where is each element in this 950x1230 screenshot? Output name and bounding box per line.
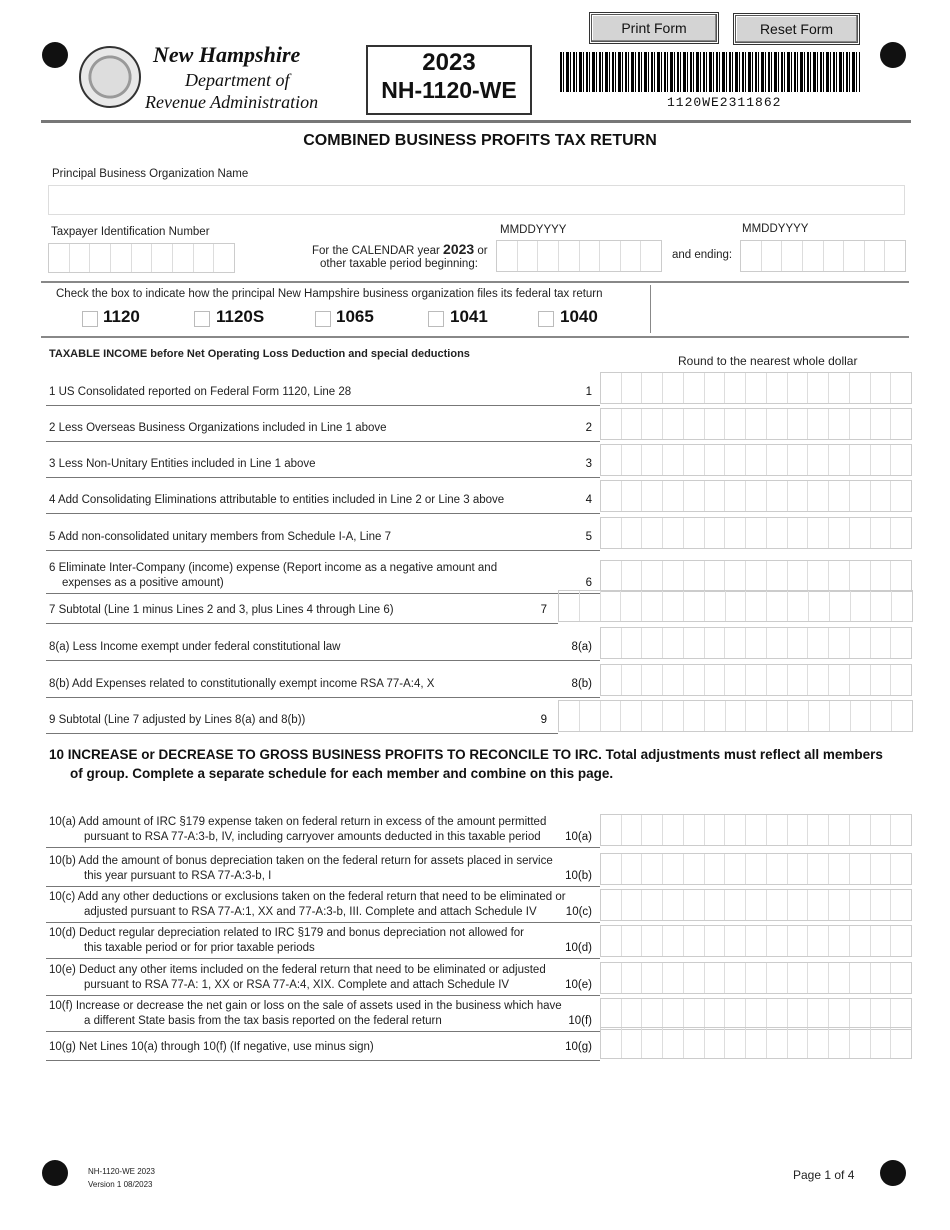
amount-input[interactable]: [600, 444, 912, 476]
footer-version: Version 1 08/2023: [88, 1180, 153, 1189]
line-rule: [46, 733, 558, 734]
line-number: 9: [540, 714, 547, 726]
form-title: COMBINED BUSINESS PROFITS TAX RETURN: [303, 132, 657, 149]
line-number: 3: [585, 458, 592, 470]
line-description: 4 Add Consolidating Eliminations attributable to entities included in Line 2 or Line 3 above: [49, 494, 505, 506]
line-description: 8(a) Less Income exempt under federal constitutional law: [49, 641, 341, 653]
barcode-text: 1120WE2311862: [667, 95, 782, 110]
line-number: 10(a): [565, 831, 592, 843]
amount-input[interactable]: [600, 1027, 912, 1059]
checkbox-1065[interactable]: [315, 311, 331, 327]
line-rule: [46, 958, 600, 959]
amount-input[interactable]: [600, 853, 912, 885]
registration-mark: [42, 42, 68, 68]
line-rule: [46, 660, 600, 661]
begin-date-input[interactable]: [496, 240, 662, 272]
filing-box-divider: [650, 285, 651, 333]
barcode: [560, 52, 860, 92]
line-rule: [46, 405, 600, 406]
line-rule: [46, 1031, 600, 1032]
line-number: 7: [540, 604, 547, 616]
begin-date-format: MMDDYYYY: [500, 224, 567, 236]
registration-mark: [880, 1160, 906, 1186]
line-description: 10(d) Deduct regular depreciation related to IRC §179 and bonus depreciation not allowed for: [49, 927, 524, 939]
line-number: 10(e): [565, 979, 592, 991]
line-rule: [46, 922, 600, 923]
line-description: 3 Less Non-Unitary Entities included in Line 1 above: [49, 458, 316, 470]
checkbox-1120s[interactable]: [194, 311, 210, 327]
page-number: Page 1 of 4: [793, 1168, 855, 1182]
checkbox-1040[interactable]: [538, 311, 554, 327]
line-rule: [46, 697, 600, 698]
period-beginning-label: other taxable period beginning:: [320, 258, 478, 270]
amount-input[interactable]: [600, 517, 912, 549]
line-rule: [46, 593, 600, 594]
principal-name-input[interactable]: [48, 185, 905, 215]
line-rule: [46, 995, 600, 996]
line-description-cont: pursuant to RSA 77-A: 1, XX or RSA 77-A:4, XIX. Complete and attach Schedule IV: [84, 979, 510, 991]
registration-mark: [880, 42, 906, 68]
amount-input[interactable]: [600, 480, 912, 512]
label-1040: 1040: [560, 307, 598, 326]
calendar-text: For the CALENDAR year: [312, 245, 440, 257]
line-number: 6: [585, 577, 592, 589]
line-rule: [46, 550, 600, 551]
line-number: 4: [585, 494, 592, 506]
tin-label: Taxpayer Identification Number: [51, 226, 210, 238]
registration-mark: [42, 1160, 68, 1186]
line-description-cont: expenses as a positive amount): [62, 577, 224, 589]
line-rule: [46, 477, 600, 478]
amount-input[interactable]: [600, 998, 912, 1030]
line-number: 2: [585, 422, 592, 434]
org-division: Revenue Administration: [145, 92, 319, 112]
line-description: 10(g) Net Lines 10(a) through 10(f) (If negative, use minus sign): [49, 1041, 374, 1053]
calendar-or: or: [477, 245, 488, 257]
line-rule: [46, 886, 600, 887]
section10-heading-line1: 10 INCREASE or DECREASE TO GROSS BUSINESS PROFITS TO RECONCILE TO IRC. Total adjustments must reflect all members: [49, 747, 883, 762]
line-description: 10(b) Add the amount of bonus depreciation taken on the federal return for assets placed in service: [49, 855, 553, 867]
line-rule: [46, 1060, 600, 1061]
line-description: 10(e) Deduct any other items included on the federal return that need to be eliminated or adjusted: [49, 964, 546, 976]
print-button-frame: [589, 12, 719, 44]
reset-form-button[interactable]: Reset Form: [735, 15, 858, 43]
line-description: 7 Subtotal (Line 1 minus Lines 2 and 3, plus Lines 4 through Line 6): [49, 604, 394, 616]
label-1120s: 1120S: [216, 307, 265, 326]
line-number: 10(b): [565, 870, 592, 882]
filing-instruction: Check the box to indicate how the principal New Hampshire business organization files its federal tax return: [56, 288, 603, 300]
form-year: 2023: [422, 49, 476, 76]
label-1041: 1041: [450, 307, 488, 326]
form-id-box: [366, 45, 532, 115]
header-rule: [41, 120, 911, 123]
line-description-cont: adjusted pursuant to RSA 77-A:1, XX and 77-A:3-b, III. Complete and attach Schedule IV: [84, 906, 537, 918]
line-description-cont: a different State basis from the tax basis reported on the federal return: [84, 1015, 442, 1027]
amount-input[interactable]: [600, 962, 912, 994]
section10-heading: [49, 745, 929, 783]
amount-input[interactable]: [600, 372, 912, 404]
calendar-year-text: [312, 241, 488, 257]
line-number: 8(b): [571, 678, 592, 690]
line-description: 9 Subtotal (Line 7 adjusted by Lines 8(a) and 8(b)): [49, 714, 306, 726]
line-description: 10(f) Increase or decrease the net gain or loss on the sale of assets used in the business which have: [49, 1000, 562, 1012]
amount-input[interactable]: [600, 925, 912, 957]
line-number: 8(a): [571, 641, 592, 653]
principal-name-label: Principal Business Organization Name: [52, 168, 249, 180]
print-form-button[interactable]: Print Form: [591, 14, 717, 42]
org-name: New Hampshire: [153, 42, 301, 67]
checkbox-1120[interactable]: [82, 311, 98, 327]
line-description: 10(c) Add any other deductions or exclusions taken on the federal return that need to be eliminated or: [49, 891, 566, 903]
form-code: NH-1120-WE: [381, 77, 517, 103]
section10-heading-line2: of group. Complete a separate schedule for each member and combine on this page.: [70, 766, 614, 781]
end-date-input[interactable]: [740, 240, 906, 272]
tin-input[interactable]: [48, 243, 235, 273]
line-rule: [46, 441, 600, 442]
amount-input[interactable]: [600, 889, 912, 921]
line-number: 5: [585, 531, 592, 543]
line-rule: [46, 847, 600, 848]
divider: [41, 336, 909, 338]
ending-label: and ending:: [672, 249, 733, 261]
calendar-year: 2023: [443, 241, 475, 257]
amount-input[interactable]: [600, 814, 912, 846]
line-rule: [46, 513, 600, 514]
line-description: 5 Add non-consolidated unitary members from Schedule I-A, Line 7: [49, 531, 391, 543]
amount-input[interactable]: [600, 664, 912, 696]
line-description: 6 Eliminate Inter-Company (income) expense (Report income as a negative amount and: [49, 562, 498, 574]
footer-form-id: NH-1120-WE 2023: [88, 1167, 155, 1176]
org-dept: Department of: [185, 70, 290, 90]
divider: [41, 281, 909, 283]
line-description: 10(a) Add amount of IRC §179 expense taken on federal return in excess of the amount permitted: [49, 816, 547, 828]
line-number: 1: [585, 386, 592, 398]
line-number: 10(g): [565, 1041, 592, 1053]
line-description-cont: pursuant to RSA 77-A:3-b, IV, including carryover amounts deducted in this taxable period: [84, 831, 541, 843]
line-number: 10(f): [568, 1015, 592, 1027]
line-description-cont: this taxable period or for prior taxable periods: [84, 942, 315, 954]
line-number: 10(c): [565, 906, 592, 918]
amount-input[interactable]: [600, 408, 912, 440]
line-description: 2 Less Overseas Business Organizations included in Line 1 above: [49, 422, 387, 434]
label-1120: 1120: [103, 307, 140, 326]
amount-input[interactable]: [558, 700, 913, 732]
amount-input[interactable]: [558, 590, 913, 622]
state-seal-icon: [79, 46, 141, 108]
line-description-cont: this year pursuant to RSA 77-A:3-b, I: [84, 870, 272, 882]
line-rule: [46, 623, 558, 624]
line-description: 1 US Consolidated reported on Federal Form 1120, Line 28: [49, 386, 352, 398]
label-1065: 1065: [336, 307, 374, 326]
line-description: 8(b) Add Expenses related to constitutionally exempt income RSA 77-A:4, X: [49, 678, 435, 690]
amount-input[interactable]: [600, 627, 912, 659]
line-number: 10(d): [565, 942, 592, 954]
taxable-income-heading: TAXABLE INCOME before Net Operating Loss Deduction and special deductions: [49, 348, 470, 360]
end-date-format: MMDDYYYY: [742, 223, 809, 235]
checkbox-1041[interactable]: [428, 311, 444, 327]
round-note: Round to the nearest whole dollar: [678, 354, 858, 368]
reset-button-frame: [733, 13, 860, 45]
amount-input[interactable]: [600, 560, 912, 592]
